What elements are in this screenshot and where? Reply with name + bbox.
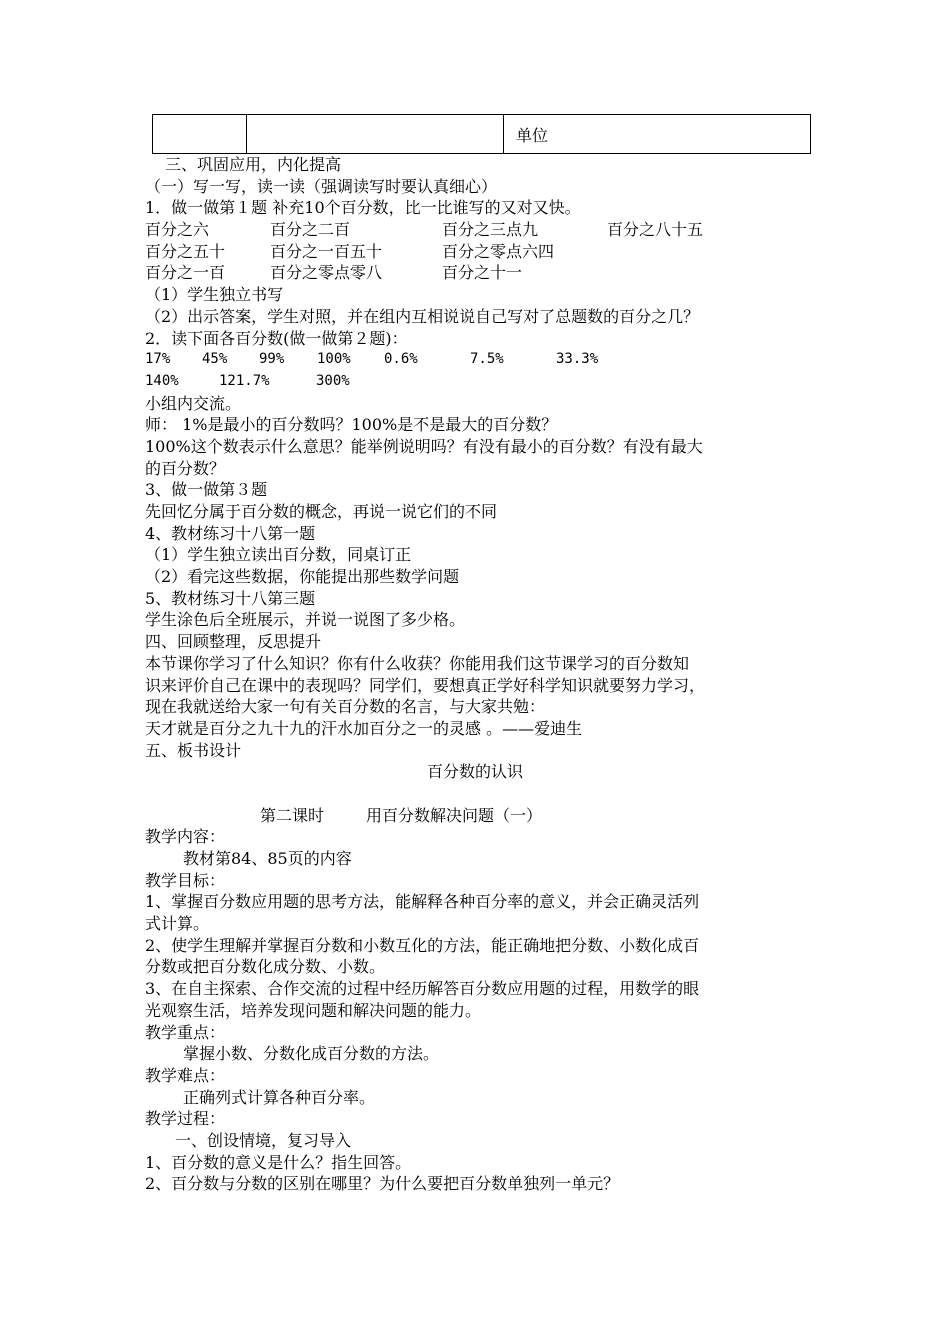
percent-number: 33.3%: [556, 351, 599, 368]
text-line: 先回忆分属于百分数的概念，再说一说它们的不同: [145, 502, 498, 521]
percent-word: 百分之十一: [442, 263, 523, 283]
percent-words-row: [145, 219, 805, 241]
percent-numbers-row: [145, 371, 805, 393]
percent-words-row: [145, 262, 805, 284]
percent-word: 百分之一百五十: [270, 241, 383, 261]
text-line: 100%这个数表示什么意思？能举例说明吗？有没有最小的百分数？有没有最大: [145, 436, 703, 456]
table-cell: 单位: [504, 115, 811, 154]
section-heading: 三、巩固应用，内化提高: [165, 155, 342, 174]
text-line: 现在我就送给大家一句有关百分数的名言，与大家共勉：: [145, 697, 546, 717]
text-line: 1、百分数的意义是什么？指生回答。: [145, 1152, 412, 1172]
table-cell: [153, 115, 247, 154]
percent-word: 百分之二百: [270, 220, 351, 240]
text-line: 2、百分数与分数的区别在哪里？为什么要把百分数单独列一单元？: [145, 1174, 620, 1194]
lesson-number: 第二课时: [260, 805, 325, 825]
sub-heading: 教学重点：: [145, 1022, 226, 1042]
sub-heading: 教学过程：: [145, 1109, 226, 1129]
section-heading: 五、板书设计: [145, 740, 242, 760]
step-line: （2）看完这些数据，你能提出那些数学问题: [145, 567, 460, 587]
percent-word: 百分之五十: [145, 241, 226, 261]
text-line: 学生涂色后全班展示，并说一说图了多少格。: [145, 610, 466, 630]
question: 5、教材练习十八第三题: [145, 588, 316, 608]
percent-number: 121.7%: [219, 372, 270, 389]
percent-word: 百分之零点六四: [442, 241, 555, 261]
text-line: 的百分数？: [145, 458, 226, 478]
lesson-name: 用百分数解决问题（一）: [366, 805, 543, 825]
top-table: [152, 114, 811, 154]
percent-number: 99%: [259, 351, 285, 368]
step-line: （2）出示答案，学生对照，并在组内互相说说自己写对了总题数的百分之几？: [145, 306, 700, 326]
sub-heading: 教学难点：: [145, 1065, 226, 1085]
table-cell: [247, 115, 504, 154]
percent-words-row: [145, 241, 805, 263]
lesson-title: [145, 805, 805, 827]
text-line: 式计算。: [145, 914, 210, 934]
text-line: 1、掌握百分数应用题的思考方法，能解释各种百分率的意义，并会正确灵活列: [145, 892, 700, 912]
step-line: （1）学生独立书写: [145, 285, 284, 305]
text-line: 本节课你学习了什么知识？你有什么收获？你能用我们这节课学习的百分数知: [145, 653, 690, 673]
percent-numbers-row: [145, 349, 805, 371]
text-line: 师： 1%是最小的百分数吗？100%是不是最大的百分数？: [145, 415, 558, 435]
percent-word: 百分之一百: [145, 263, 226, 283]
percent-number: 45%: [202, 351, 228, 368]
text-line: 识来评价自己在课中的表现吗？同学们，要想真正学好科学知识就要努力学习，: [145, 675, 706, 695]
percent-number: 0.6%: [384, 351, 418, 368]
board-title: 百分数的认识: [426, 762, 523, 782]
blank-line: [145, 783, 805, 805]
sub-heading: 教学内容：: [145, 827, 226, 847]
table-row: [153, 115, 811, 154]
text-line: 掌握小数、分数化成百分数的方法。: [183, 1044, 440, 1064]
question: 1．做一做第１题 补充10个百分数，比一比谁写的又对又快。: [145, 198, 581, 218]
quote-line: 天才就是百分之九十九的汗水加百分之一的灵感 。——爱迪生: [145, 718, 583, 738]
percent-word: 百分之零点零八: [270, 263, 383, 283]
percent-number: 300%: [316, 372, 350, 389]
sub-heading: 教学目标：: [145, 870, 226, 890]
sub-heading: （一）写一写，读一读（强调读写时要认真细心）: [145, 176, 498, 196]
percent-number: 100%: [317, 351, 351, 368]
text-line: 正确列式计算各种百分率。: [183, 1087, 376, 1107]
text-line: 光观察生活，培养发现问题和解决问题的能力。: [145, 1000, 482, 1020]
percent-word: 百分之八十五: [607, 220, 704, 240]
question: 4、教材练习十八第一题: [145, 523, 316, 543]
body-text: [145, 154, 805, 1195]
percent-number: 7.5%: [470, 351, 504, 368]
text-line: 教材第84、85页的内容: [183, 849, 352, 868]
percent-number: 17%: [145, 351, 171, 368]
text-line: 3、在自主探索、合作交流的过程中经历解答百分数应用题的过程，用数学的眼: [145, 979, 700, 999]
text-line: 小组内交流。: [145, 393, 242, 413]
section-heading: 一、创设情境，复习导入: [175, 1130, 352, 1150]
percent-word: 百分之六: [145, 220, 210, 240]
question: 2．读下面各百分数(做一做第２题)：: [145, 328, 408, 348]
step-line: （1）学生独立读出百分数，同桌订正: [145, 545, 412, 565]
percent-number: 140%: [145, 372, 179, 389]
question: 3、做一做第３题: [145, 480, 268, 500]
section-heading: 四、回顾整理，反思提升: [145, 632, 322, 652]
text-line: 分数或把百分数化成分数、小数。: [145, 957, 386, 977]
percent-word: 百分之三点九: [442, 220, 539, 240]
text-line: 2、使学生理解并掌握百分数和小数互化的方法，能正确地把分数、小数化成百: [145, 935, 700, 955]
